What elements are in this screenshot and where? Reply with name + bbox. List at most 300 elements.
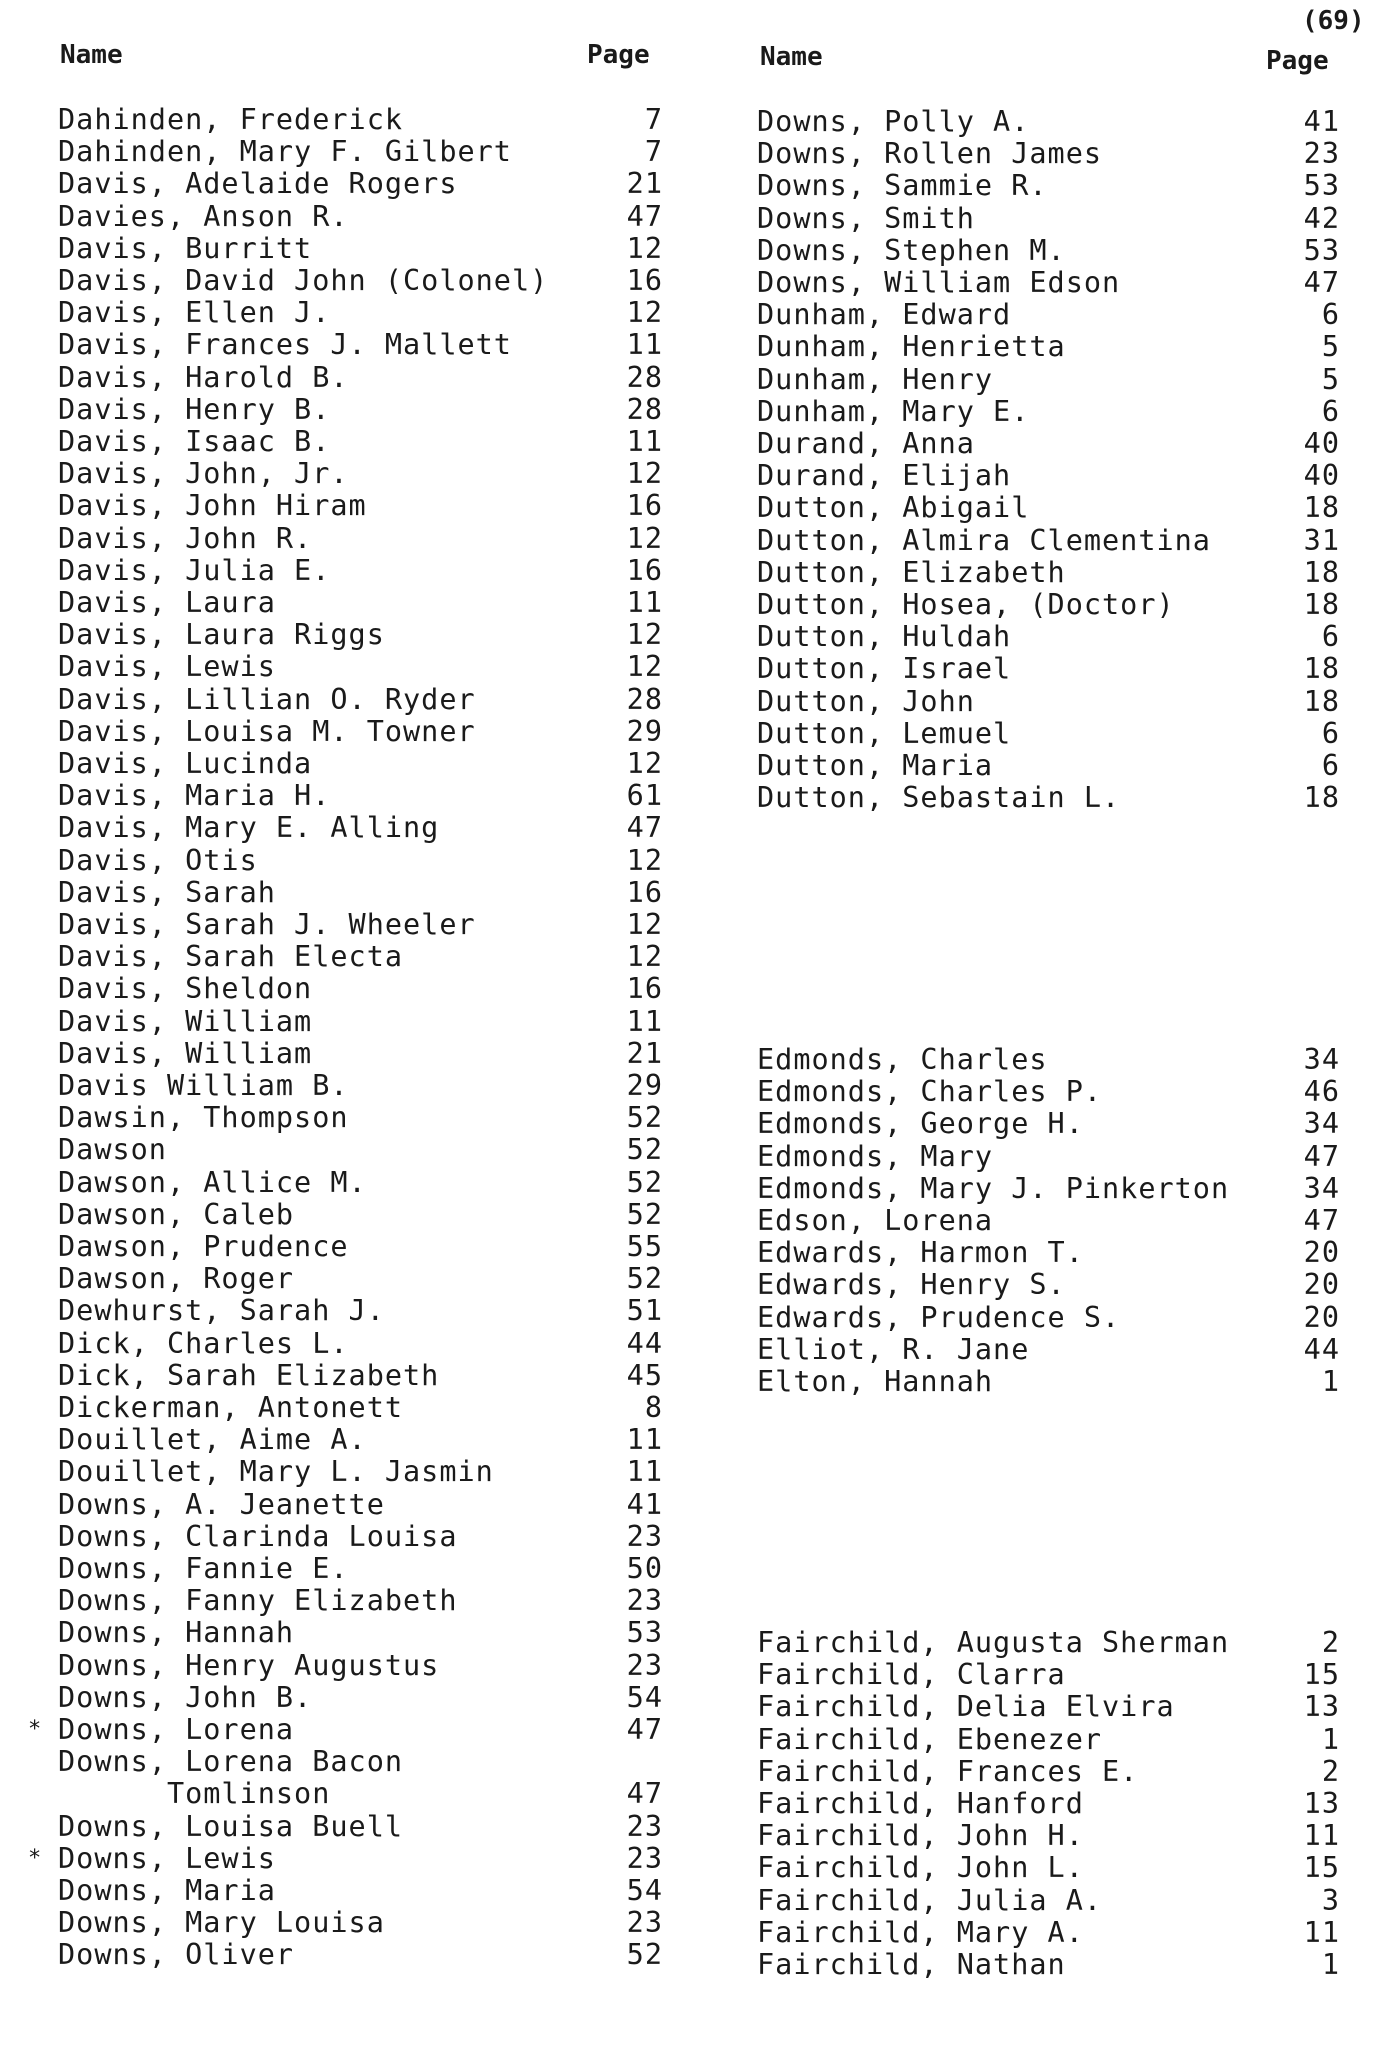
entry-page: 8 — [644, 1391, 663, 1424]
entry-name: Edmonds, Charles P. — [757, 1075, 1103, 1109]
index-entry — [58, 973, 663, 1005]
entry-name: Dutton, Hosea, (Doctor) — [757, 588, 1175, 621]
entry-name: Tomlinson — [58, 1777, 331, 1811]
entry-name: Downs, Fanny Elizabeth — [58, 1584, 458, 1618]
entry-name: Dawson — [58, 1133, 167, 1167]
entry-name: Edwards, Henry S. — [757, 1268, 1066, 1302]
entry-page: 47 — [1303, 1204, 1340, 1237]
entry-name: Dutton, John — [757, 684, 975, 718]
index-entry — [757, 1334, 1340, 1366]
entry-page: 12 — [626, 457, 663, 491]
entry-name: Davis, Isaac B. — [58, 425, 331, 458]
index-entry — [28, 1841, 663, 1875]
entry-page: 42 — [1303, 201, 1340, 235]
entry-name: Downs, Smith — [757, 201, 975, 235]
entry-name: Davis, Sarah Electa — [58, 940, 404, 974]
entry-page: 12 — [626, 231, 663, 265]
entry-name: Fairchild, Hanford — [757, 1787, 1084, 1820]
index-entry — [757, 138, 1340, 170]
entry-name: Davis, Burritt — [58, 231, 313, 265]
entry-name: Dutton, Abigail — [757, 491, 1030, 525]
entry-page: 40 — [1303, 427, 1340, 460]
entry-page: 52 — [626, 1197, 663, 1231]
entry-page: 23 — [626, 1906, 663, 1940]
entry-page: 12 — [626, 747, 663, 780]
index-entry — [58, 1102, 663, 1134]
index-entry — [757, 1044, 1340, 1076]
entry-page: 23 — [626, 1841, 663, 1875]
entry-name: Davis William B. — [58, 1069, 349, 1102]
entry-name: Davis, Adelaide Rogers — [58, 167, 458, 201]
entry-page: 34 — [1303, 1043, 1340, 1076]
index-entry — [58, 1617, 663, 1649]
entry-name: Elliot, R. Jane — [757, 1332, 1030, 1366]
entry-name: Dutton, Sebastain L. — [757, 781, 1121, 815]
index-entry — [58, 1875, 663, 1907]
entry-name: Downs, Lorena Bacon — [58, 1745, 404, 1779]
index-entry — [58, 1746, 663, 1778]
entry-name: Downs, Hannah — [58, 1616, 295, 1650]
entry-name: Davis, David John (Colonel) — [58, 264, 549, 297]
index-entry — [757, 1076, 1340, 1108]
entry-name: Davis, Julia E. — [58, 553, 331, 587]
entry-name: Downs, Lorena — [58, 1713, 295, 1746]
entry-page: 6 — [1321, 394, 1340, 428]
index-entry — [58, 1650, 663, 1682]
entry-page: 53 — [1303, 169, 1340, 203]
entry-page: 1 — [1321, 1365, 1340, 1398]
entry-name: Dunham, Henry — [757, 362, 994, 396]
entry-name: Downs, Mary Louisa — [58, 1906, 385, 1940]
index-entry — [757, 1366, 1340, 1398]
entry-page: 41 — [626, 1487, 663, 1521]
entry-page: 29 — [626, 1069, 663, 1102]
entry-page: 1 — [1321, 1722, 1340, 1756]
entry-name: Dunham, Mary E. — [757, 394, 1030, 428]
entry-name: Downs, A. Jeanette — [58, 1487, 385, 1521]
index-entry — [58, 941, 663, 973]
index-entry — [757, 1205, 1340, 1237]
entry-page: 11 — [626, 1423, 663, 1457]
entry-page: 11 — [1303, 1915, 1340, 1949]
entry-page: 5 — [1321, 330, 1340, 364]
entry-page: 20 — [1303, 1236, 1340, 1270]
entry-name: Downs, Clarinda Louisa — [58, 1519, 458, 1553]
entry-name: Dutton, Elizabeth — [757, 555, 1066, 589]
entry-name: Dawson, Allice M. — [58, 1165, 367, 1199]
entry-page: 12 — [626, 843, 663, 877]
entry-page: 20 — [1303, 1300, 1340, 1334]
index-entry — [58, 684, 663, 716]
index-entry — [757, 396, 1340, 428]
index-entry — [757, 1724, 1340, 1756]
entry-page: 31 — [1303, 523, 1340, 557]
index-entry — [757, 589, 1340, 621]
entry-page: 47 — [626, 1713, 663, 1746]
entry-page: 52 — [626, 1262, 663, 1296]
index-entry — [757, 1949, 1340, 1981]
index-entry — [58, 1811, 663, 1843]
index-entry — [757, 1237, 1340, 1269]
entry-name: Edmonds, Charles — [757, 1043, 1048, 1076]
entry-name: Dewhurst, Sarah J. — [58, 1294, 385, 1328]
index-entry — [58, 909, 663, 941]
index-entry — [757, 299, 1340, 331]
entry-name: Davis, Maria H. — [58, 779, 331, 813]
entry-name: Fairchild, John H. — [757, 1819, 1084, 1853]
entry-page: 6 — [1321, 620, 1340, 654]
entry-page: 11 — [1303, 1819, 1340, 1853]
right-page-header: Page — [1266, 46, 1329, 76]
entry-name: Downs, Louisa Buell — [58, 1809, 404, 1843]
entry-name: Dick, Sarah Elizabeth — [58, 1358, 440, 1392]
entry-name: Fairchild, Frances E. — [757, 1754, 1139, 1788]
index-entry — [58, 1134, 663, 1166]
index-entry — [58, 1939, 663, 1971]
index-entry — [58, 136, 663, 168]
entry-page: 12 — [626, 908, 663, 941]
entry-page: 11 — [626, 586, 663, 619]
entry-page: 18 — [1303, 652, 1340, 686]
index-entry — [58, 329, 663, 361]
entry-name: Davis, William — [58, 1004, 313, 1038]
entry-page: 15 — [1303, 1658, 1340, 1692]
index-entry — [28, 1713, 663, 1746]
entry-name: Douillet, Mary L. Jasmin — [58, 1455, 494, 1489]
index-entry — [757, 1820, 1340, 1852]
index-entry — [757, 1756, 1340, 1788]
entry-name: Dahinden, Frederick — [58, 103, 404, 136]
index-entry — [58, 619, 663, 651]
entry-name: Downs, Stephen M. — [757, 233, 1066, 267]
entry-page: 3 — [1321, 1883, 1340, 1917]
entry-page: 21 — [626, 1036, 663, 1070]
entry-page: 16 — [626, 972, 663, 1006]
entry-page: 40 — [1303, 459, 1340, 493]
index-entry — [58, 297, 663, 329]
entry-name: Dutton, Almira Clementina — [757, 523, 1211, 557]
entry-page: 7 — [644, 135, 663, 169]
entry-name: Dutton, Israel — [757, 652, 1012, 686]
entry-page: 15 — [1303, 1851, 1340, 1885]
index-entry — [757, 1788, 1340, 1820]
entry-name: Davis, Otis — [58, 843, 258, 877]
entry-page: 11 — [626, 328, 663, 362]
index-entry — [58, 716, 663, 748]
entry-page: 54 — [626, 1874, 663, 1907]
entry-page: 52 — [626, 1938, 663, 1972]
entry-page: 52 — [626, 1133, 663, 1167]
index-entry — [757, 235, 1340, 267]
entry-page: 47 — [626, 199, 663, 233]
entry-name: Downs, Sammie R. — [757, 169, 1048, 203]
index-entry — [58, 1907, 663, 1939]
entry-name: Downs, Polly A. — [757, 105, 1030, 138]
index-entry — [58, 1553, 663, 1585]
entry-name: Davies, Anson R. — [58, 199, 349, 233]
entry-name: Davis, Sarah J. Wheeler — [58, 908, 476, 941]
index-entry — [58, 1585, 663, 1617]
index-entry — [757, 686, 1340, 718]
entry-name: Davis, Laura — [58, 586, 276, 619]
entry-name: Edmonds, Mary J. Pinkerton — [757, 1171, 1230, 1205]
index-entry — [757, 1852, 1340, 1884]
entry-page: 28 — [626, 360, 663, 394]
entry-page: 1 — [1321, 1948, 1340, 1981]
entry-name: Edwards, Prudence S. — [757, 1300, 1121, 1334]
entry-name: Dick, Charles L. — [58, 1326, 349, 1360]
entry-name: Downs, Maria — [58, 1874, 276, 1907]
entry-page: 28 — [626, 392, 663, 426]
entry-page: 21 — [626, 167, 663, 201]
entry-name: Dickerman, Antonett — [58, 1391, 404, 1424]
index-entry — [757, 718, 1340, 750]
entry-page: 16 — [626, 875, 663, 909]
entry-page: 5 — [1321, 362, 1340, 396]
entry-name: Fairchild, Delia Elvira — [757, 1690, 1175, 1724]
index-entry — [757, 1173, 1340, 1205]
entry-name: Downs, Fannie E. — [58, 1552, 349, 1585]
entry-page: 18 — [1303, 781, 1340, 815]
entry-page: 47 — [1303, 266, 1340, 299]
entry-name: Davis, Sarah — [58, 875, 276, 909]
index-entry — [58, 1006, 663, 1038]
index-entry — [58, 1521, 663, 1553]
entry-page: 16 — [626, 553, 663, 587]
index-entry — [757, 428, 1340, 460]
entry-name: Davis, Lillian O. Ryder — [58, 682, 476, 716]
left-name-header: Name — [60, 40, 123, 70]
entry-page: 11 — [626, 425, 663, 458]
entry-page: 61 — [626, 779, 663, 813]
index-entry — [58, 1424, 663, 1456]
entry-name: Davis, Mary E. Alling — [58, 811, 440, 845]
entry-name: Davis, William — [58, 1036, 313, 1070]
entry-name: Davis, Harold B. — [58, 360, 349, 394]
index-entry — [58, 362, 663, 394]
entry-name: Dutton, Huldah — [757, 620, 1012, 654]
index-entry — [757, 1885, 1340, 1917]
entry-name: Davis, Lewis — [58, 650, 276, 684]
index-entry — [757, 1627, 1340, 1659]
index-entry — [58, 1360, 663, 1392]
entry-page: 11 — [626, 1004, 663, 1038]
entry-page: 47 — [1303, 1139, 1340, 1173]
index-entry — [58, 1295, 663, 1327]
entry-name: Downs, Henry Augustus — [58, 1648, 440, 1682]
entry-name: Dutton, Lemuel — [757, 716, 1012, 750]
entry-name: Downs, Lewis — [58, 1841, 276, 1875]
entry-page: 23 — [626, 1519, 663, 1553]
entry-page: 54 — [626, 1680, 663, 1714]
index-entry — [757, 492, 1340, 524]
entry-page: 11 — [626, 1455, 663, 1489]
entry-name: Davis, John, Jr. — [58, 457, 349, 491]
index-entry — [757, 1302, 1340, 1334]
index-entry — [757, 782, 1340, 814]
entry-name: Edmonds, Mary — [757, 1139, 994, 1173]
entry-name: Dahinden, Mary F. Gilbert — [58, 135, 512, 169]
entry-page: 44 — [626, 1326, 663, 1360]
index-entry — [757, 203, 1340, 235]
entry-page: 12 — [626, 521, 663, 555]
index-entry — [58, 201, 663, 233]
entry-name: Edson, Lorena — [757, 1204, 994, 1237]
entry-name: Dunham, Edward — [757, 298, 1012, 332]
index-entry — [58, 555, 663, 587]
entry-name: Edmonds, George H. — [757, 1107, 1084, 1141]
index-entry — [58, 780, 663, 812]
entry-page: 44 — [1303, 1332, 1340, 1366]
entry-page: 55 — [626, 1230, 663, 1263]
index-entry — [757, 267, 1340, 299]
page-number: (69) — [1302, 6, 1365, 36]
entry-page: 6 — [1321, 298, 1340, 332]
index-entry — [58, 1199, 663, 1231]
entry-name: Elton, Hannah — [757, 1365, 994, 1398]
entry-name: Fairchild, Clarra — [757, 1658, 1066, 1692]
index-entry — [58, 1070, 663, 1102]
entry-name: Davis, Lucinda — [58, 747, 313, 780]
index-entry — [58, 233, 663, 265]
index-entry — [58, 265, 663, 297]
entry-page: 41 — [1303, 105, 1340, 138]
index-entry — [58, 1167, 663, 1199]
entry-page: 12 — [626, 940, 663, 974]
entry-page: 12 — [626, 618, 663, 652]
entry-page: 34 — [1303, 1107, 1340, 1141]
entry-page: 16 — [626, 489, 663, 523]
index-entry — [58, 1489, 663, 1521]
entry-page: 2 — [1321, 1754, 1340, 1788]
entry-page: 29 — [626, 714, 663, 748]
entry-page: 52 — [626, 1165, 663, 1199]
entry-page: 53 — [1303, 233, 1340, 267]
index-entry — [757, 1141, 1340, 1173]
entry-page: 12 — [626, 650, 663, 684]
entry-page: 18 — [1303, 588, 1340, 621]
index-entry — [757, 460, 1340, 492]
entry-page: 12 — [626, 296, 663, 330]
entry-name: Edwards, Harmon T. — [757, 1236, 1084, 1270]
entry-name: Fairchild, Augusta Sherman — [757, 1626, 1230, 1659]
entry-name: Dawson, Caleb — [58, 1197, 295, 1231]
index-entry — [58, 1328, 663, 1360]
index-entry — [757, 331, 1340, 363]
entry-page: 47 — [626, 811, 663, 845]
entry-name: Fairchild, John L. — [757, 1851, 1084, 1885]
index-entry — [58, 812, 663, 844]
entry-name: Dawson, Roger — [58, 1262, 295, 1296]
index-entry — [757, 170, 1340, 202]
entry-page: 53 — [626, 1616, 663, 1650]
index-entry — [757, 1917, 1340, 1949]
entry-page: 18 — [1303, 684, 1340, 718]
entry-page: 28 — [626, 682, 663, 716]
entry-name: Fairchild, Nathan — [757, 1948, 1066, 1981]
entry-page: 6 — [1321, 716, 1340, 750]
index-entry — [58, 845, 663, 877]
left-page-header: Page — [587, 40, 650, 70]
entry-name: Douillet, Aime A. — [58, 1423, 367, 1457]
index-entry — [757, 653, 1340, 685]
entry-page: 13 — [1303, 1690, 1340, 1724]
index-entry — [757, 1659, 1340, 1691]
index-entry — [58, 426, 663, 458]
index-entry — [58, 1682, 663, 1714]
entry-name: Davis, Laura Riggs — [58, 618, 385, 652]
index-entry — [58, 458, 663, 490]
entry-page: 50 — [626, 1552, 663, 1585]
entry-name: Fairchild, Ebenezer — [757, 1722, 1103, 1756]
index-entry — [757, 364, 1340, 396]
right-name-header: Name — [760, 42, 823, 72]
index-entry — [58, 104, 663, 136]
index-entry — [58, 587, 663, 619]
index-entry — [58, 1392, 663, 1424]
entry-page: 20 — [1303, 1268, 1340, 1302]
entry-page: 23 — [626, 1648, 663, 1682]
entry-name: Durand, Elijah — [757, 459, 1012, 493]
entry-name: Dawson, Prudence — [58, 1230, 349, 1263]
entry-page: 51 — [626, 1294, 663, 1328]
index-entry — [58, 1456, 663, 1488]
entry-name: Dawsin, Thompson — [58, 1101, 349, 1135]
asterisk-mark: * — [28, 1845, 43, 1871]
index-entry — [58, 523, 663, 555]
index-entry — [757, 525, 1340, 557]
index-entry — [757, 621, 1340, 653]
entry-name: Davis, John Hiram — [58, 489, 367, 523]
index-entry — [58, 1778, 663, 1810]
entry-name: Downs, Oliver — [58, 1938, 295, 1972]
entry-name: Dunham, Henrietta — [757, 330, 1066, 364]
entry-name: Fairchild, Mary A. — [757, 1915, 1084, 1949]
entry-name: Davis, Frances J. Mallett — [58, 328, 512, 362]
entry-name: Davis, Henry B. — [58, 392, 331, 426]
entry-page: 16 — [626, 264, 663, 297]
entry-page: 34 — [1303, 1171, 1340, 1205]
entry-name: Dutton, Maria — [757, 749, 994, 782]
entry-page: 6 — [1321, 749, 1340, 782]
entry-name: Davis, Ellen J. — [58, 296, 331, 330]
entry-page: 13 — [1303, 1787, 1340, 1820]
index-entry — [58, 1038, 663, 1070]
index-entry — [58, 651, 663, 683]
index-entry — [58, 490, 663, 522]
index-entry — [757, 750, 1340, 782]
entry-name: Davis, Louisa M. Towner — [58, 714, 476, 748]
index-entry — [58, 1263, 663, 1295]
entry-page: 7 — [644, 103, 663, 136]
entry-name: Davis, Sheldon — [58, 972, 313, 1006]
entry-page: 23 — [626, 1584, 663, 1618]
entry-page: 23 — [626, 1809, 663, 1843]
index-entry — [58, 1231, 663, 1263]
index-entry — [58, 748, 663, 780]
entry-page: 52 — [626, 1101, 663, 1135]
index-entry — [757, 1691, 1340, 1723]
entry-page: 47 — [626, 1777, 663, 1811]
entry-page: 2 — [1321, 1626, 1340, 1659]
entry-page: 23 — [1303, 137, 1340, 171]
index-entry — [757, 1269, 1340, 1301]
entry-name: Fairchild, Julia A. — [757, 1883, 1103, 1917]
entry-name: Downs, William Edson — [757, 266, 1121, 299]
entry-page: 46 — [1303, 1075, 1340, 1109]
index-entry — [58, 877, 663, 909]
asterisk-mark: * — [28, 1717, 43, 1742]
